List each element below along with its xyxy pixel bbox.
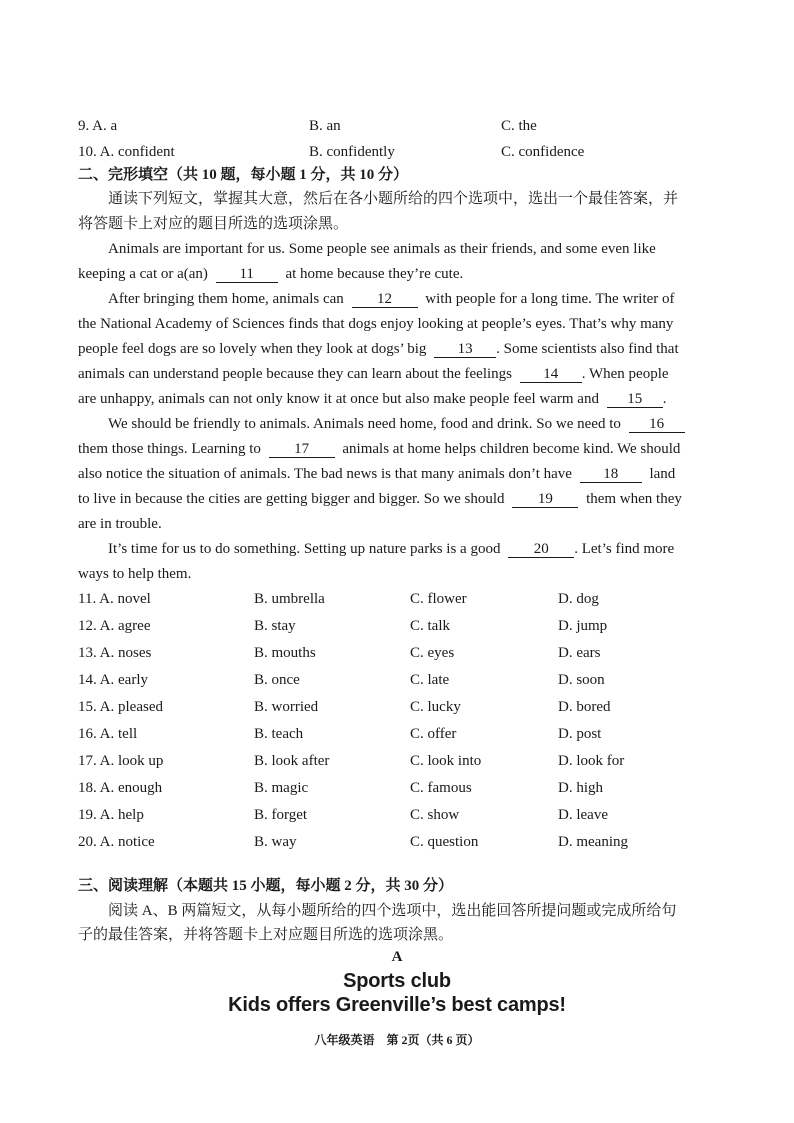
option-14-b: B. once	[254, 672, 300, 688]
section2-instruction-line1: 通读下列短文，掌握其大意，然后在各小题所给的四个选项中，选出一个最佳答案，并	[108, 191, 679, 207]
blank-16: 16	[629, 416, 685, 433]
passage-text: at home because they’re cute.	[285, 266, 464, 282]
passage-text: them when they	[586, 491, 682, 507]
passage-text: .	[662, 391, 667, 407]
option-16-c: C. offer	[410, 726, 457, 742]
option-15-a: 15. A. pleased	[78, 699, 163, 715]
blank-12: 12	[352, 291, 418, 308]
blank-20: 20	[508, 541, 574, 558]
passage-text: It’s time for us to do something. Setting up nature parks is a good	[108, 541, 501, 557]
passage-line-13	[108, 540, 674, 558]
passage-text: After bringing them home, animals can	[108, 291, 344, 307]
option-16-a: 16. A. tell	[78, 726, 138, 742]
option-15-b: B. worried	[254, 699, 319, 715]
option-11-d: D. dog	[558, 591, 599, 607]
section3-instruction-line1: 阅读 A、B 两篇短文，从每小题所给的四个选项中，选出能回答所提问题或完成所给句	[108, 903, 677, 919]
option-18-a: 18. A. enough	[78, 780, 163, 796]
q10-option-c: C. confidence	[501, 144, 585, 160]
option-17-c: C. look into	[410, 753, 482, 769]
option-12-b: B. stay	[254, 618, 296, 634]
option-11-c: C. flower	[410, 591, 467, 607]
article-title-line1: Sports club	[343, 970, 451, 992]
passage-text: animals can understand people because they can learn about the feelings	[78, 366, 512, 382]
passage-text: with people for a long time. The writer of	[425, 291, 675, 307]
passage-text: people feel dogs are so lovely when they look at dogs’ big	[78, 341, 427, 357]
option-19-a: 19. A. help	[78, 807, 144, 823]
page-footer: 八年级英语 第 2页（共 6 页）	[314, 1033, 480, 1047]
passage-text: We should be friendly to animals. Animals need home, food and drink. So we need to	[108, 416, 621, 432]
passage-text: . When people	[581, 366, 669, 382]
passage-line-4: the National Academy of Sciences finds that dogs enjoy looking at people’s eyes. That’s why many	[78, 316, 674, 332]
option-17-d: D. look for	[558, 753, 625, 769]
passage-line-6	[78, 365, 669, 383]
option-17-a: 17. A. look up	[78, 753, 164, 769]
section2-heading: 二、完形填空（共 10 题，每小题 1 分，共 10 分）	[78, 167, 409, 183]
passage-line-10	[78, 465, 675, 483]
blank-14: 14	[520, 366, 582, 383]
passage-text: to live in because the cities are getting bigger and bigger. So we should	[78, 491, 505, 507]
section3-instruction-line2: 子的最佳答案，并将答题卡上对应题目所选的选项涂黑。	[78, 927, 454, 943]
section2-instruction-line2: 将答题卡上对应的题目所选的选项涂黑。	[78, 216, 349, 232]
option-15-d: D. bored	[558, 699, 611, 715]
option-20-c: C. question	[410, 834, 479, 850]
q9-option-a: 9. A. a	[78, 118, 118, 134]
option-13-a: 13. A. noses	[78, 645, 152, 661]
option-14-a: 14. A. early	[78, 672, 148, 688]
article-title-line2: Kids offers Greenville’s best camps!	[228, 994, 566, 1016]
option-20-d: D. meaning	[558, 834, 628, 850]
passage-line-12: are in trouble.	[78, 516, 162, 532]
q9-option-c: C. the	[501, 118, 537, 134]
blank-17: 17	[269, 441, 335, 458]
option-12-c: C. talk	[410, 618, 450, 634]
option-14-d: D. soon	[558, 672, 605, 688]
option-14-c: C. late	[410, 672, 450, 688]
passage-part-label: A	[391, 949, 403, 965]
blank-13: 13	[434, 341, 496, 358]
option-17-b: B. look after	[254, 753, 330, 769]
option-19-c: C. show	[410, 807, 460, 823]
q10-option-a: 10. A. confident	[78, 144, 175, 160]
passage-line-8	[108, 415, 685, 433]
option-16-b: B. teach	[254, 726, 304, 742]
option-12-d: D. jump	[558, 618, 608, 634]
option-18-b: B. magic	[254, 780, 309, 796]
passage-line-2	[78, 265, 463, 283]
blank-11: 11	[216, 266, 278, 283]
q10-option-b: B. confidently	[309, 144, 395, 160]
passage-text: land	[649, 466, 676, 482]
option-18-c: C. famous	[410, 780, 472, 796]
passage-line-7	[78, 390, 666, 408]
passage-text: . Let’s find more	[574, 541, 675, 557]
option-13-d: D. ears	[558, 645, 601, 661]
passage-line-5	[78, 340, 679, 358]
passage-text: . Some scientists also find that	[496, 341, 679, 357]
option-13-c: C. eyes	[410, 645, 455, 661]
option-12-a: 12. A. agree	[78, 618, 151, 634]
option-16-d: D. post	[558, 726, 602, 742]
q9-option-b: B. an	[309, 118, 341, 134]
section3-heading: 三、阅读理解（本题共 15 小题，每小题 2 分，共 30 分）	[78, 878, 454, 894]
blank-19: 19	[512, 491, 578, 508]
option-13-b: B. mouths	[254, 645, 316, 661]
blank-18: 18	[580, 466, 642, 483]
passage-text: also notice the situation of animals. The bad news is that many animals don’t have	[78, 466, 572, 482]
passage-text: are unhappy, animals can not only know it at once but also make people feel warm and	[78, 391, 599, 407]
passage-text: animals at home helps children become kind. We should	[342, 441, 681, 457]
passage-text: keeping a cat or a(an)	[78, 266, 208, 282]
passage-line-1: Animals are important for us. Some people see animals as their friends, and some even like	[108, 241, 656, 257]
passage-line-3	[108, 290, 675, 308]
option-20-a: 20. A. notice	[78, 834, 155, 850]
option-11-a: 11. A. novel	[78, 591, 151, 607]
option-20-b: B. way	[254, 834, 297, 850]
passage-line-9	[78, 440, 680, 458]
option-19-b: B. forget	[254, 807, 308, 823]
option-19-d: D. leave	[558, 807, 608, 823]
passage-text: them those things. Learning to	[78, 441, 261, 457]
option-18-d: D. high	[558, 780, 603, 796]
blank-15: 15	[607, 391, 663, 408]
option-11-b: B. umbrella	[254, 591, 325, 607]
option-15-c: C. lucky	[410, 699, 461, 715]
passage-line-14: ways to help them.	[78, 566, 192, 582]
passage-line-11	[78, 490, 682, 508]
